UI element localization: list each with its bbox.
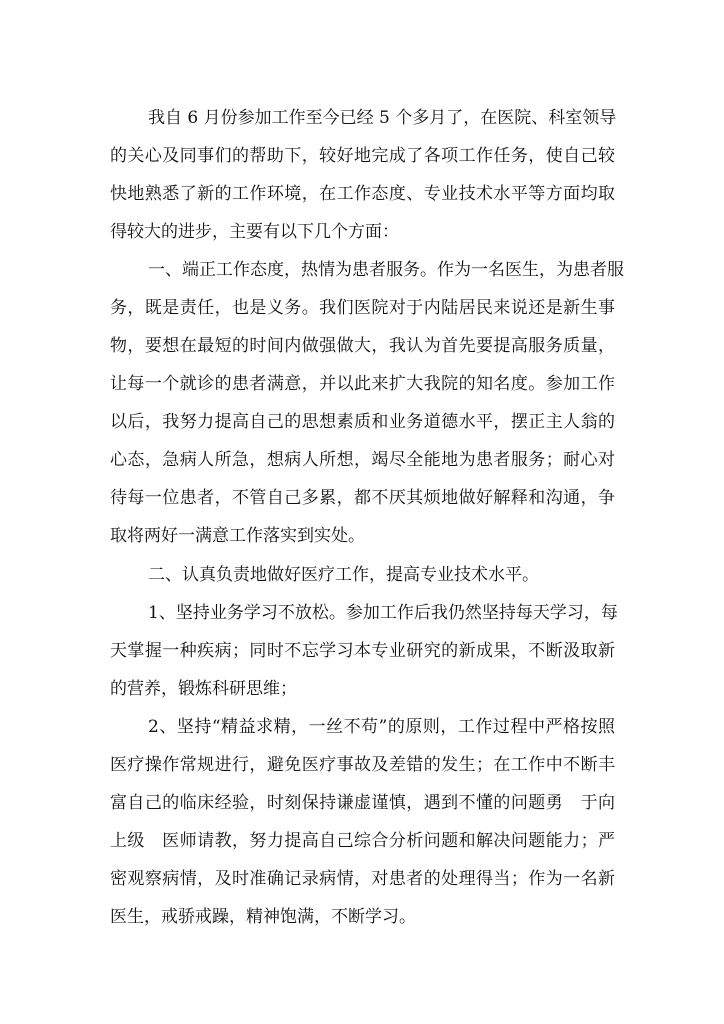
paragraph-line: 的关心及同事们的帮助下，较好地完成了各项工作任务，使自己较 [110,146,615,166]
paragraph-line: 让每一个就诊的患者满意，并以此来扩大我院的知名度。参加工作 [110,374,615,394]
paragraph-line: 医疗操作常规进行，避免医疗事故及差错的发生；在工作中不断丰 [110,755,615,775]
section-heading: 二、认真负责地做好医疗工作，提高专业技术水平。 [148,565,539,585]
paragraph-line: 务，既是责任，也是义务。我们医院对于内陆居民来说还是新生事 [110,298,615,318]
paragraph-line: 物，要想在最短的时间内做强做大，我认为首先要提高服务质量， [110,336,615,356]
paragraph-line: 2、坚持“精益求精，一丝不苟”的原则，工作过程中严格按照 [148,717,615,737]
paragraph-line: 的营养，锻炼科研思维； [110,679,297,699]
paragraph-line: 取将两好一满意工作落实到实处。 [110,526,365,546]
paragraph-line: 富自己的临床经验，时刻保持谦虚谨慎，遇到不懂的问题勇 于向 [110,793,615,813]
paragraph-line: 密观察病情，及时准确记录病情，对患者的处理得当；作为一名新 [110,869,615,889]
paragraph-line: 上级 医师请教，努力提高自己综合分析问题和解决问题能力；严 [110,831,615,851]
paragraph-line: 得较大的进步，主要有以下几个方面： [110,222,399,242]
paragraph-line: 以后，我努力提高自己的思想素质和业务道德水平，摆正主人翁的 [110,412,615,432]
paragraph-line: 医生，戒骄戒躁，精神饱满，不断学习。 [110,907,416,927]
paragraph-line: 天掌握一种疾病；同时不忘学习本专业研究的新成果，不断汲取新 [110,641,615,661]
paragraph-line: 一、端正工作态度，热情为患者服务。作为一名医生，为患者服 [148,260,624,280]
paragraph-line: 1、坚持业务学习不放松。参加工作后我仍然坚持每天学习，每 [148,603,618,623]
paragraph-line: 快地熟悉了新的工作环境，在工作态度、专业技术水平等方面均取 [110,184,615,204]
paragraph-line: 心态，急病人所急，想病人所想，竭尽全能地为患者服务；耐心对 [110,450,615,470]
paragraph-line: 待每一位患者，不管自己多累，都不厌其烦地做好解释和沟通，争 [110,488,615,508]
paragraph-line: 我自 6 月份参加工作至今已经 5 个多月了，在医院、科室领导 [148,108,617,128]
